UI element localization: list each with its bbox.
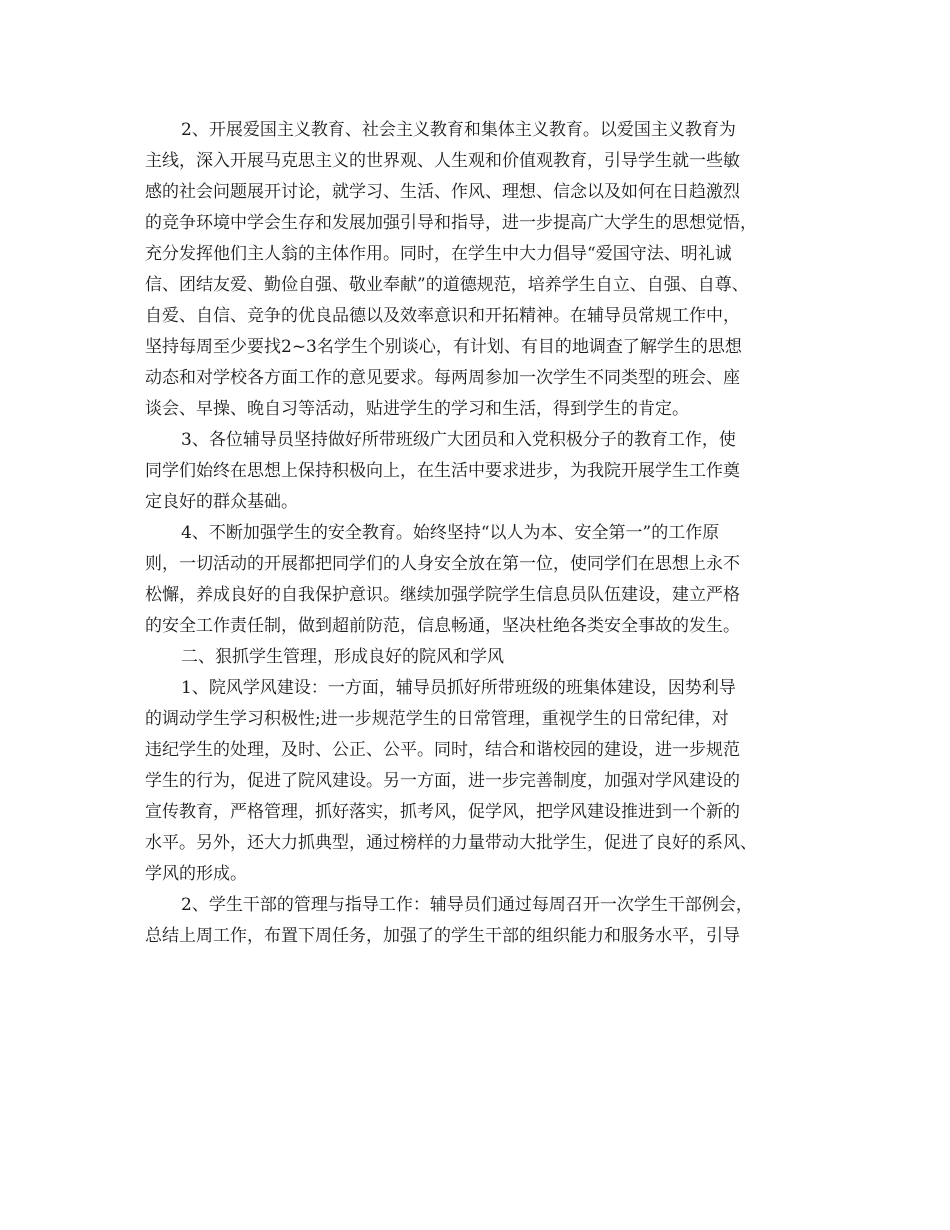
- paragraph-line: 动态和对学校各方面工作的意见要求。每两周参加一次学生不同类型的班会、座: [145, 368, 740, 388]
- paragraph-line: 宣传教育，严格管理，抓好落实，抓考风，促学风，把学风建设推进到一个新的: [145, 802, 740, 822]
- paragraph-line: 2、学生干部的管理与指导工作：辅导员们通过每周召开一次学生干部例会，: [181, 895, 753, 915]
- paragraph-line: 信、团结友爱、勤俭自强、敬业奉献”的道德规范，培养学生自立、自强、自尊、: [145, 275, 749, 295]
- paragraph-line: 学风的形成。: [145, 864, 247, 884]
- paragraph-line: 谈会、早操、晚自习等活动，贴进学生的学习和生活，得到学生的肯定。: [145, 399, 689, 419]
- paragraph-line: 坚持每周至少要找2~3名学生个别谈心，有计划、有目的地调查了解学生的思想: [145, 337, 742, 357]
- paragraph-line: 3、各位辅导员坚持做好所带班级广大团员和入党积极分子的教育工作，使: [181, 430, 736, 450]
- paragraph-line: 水平。另外，还大力抓典型，通过榜样的力量带动大批学生，促进了良好的系风、: [145, 833, 757, 853]
- paragraph-line: 定良好的群众基础。: [145, 492, 298, 512]
- paragraph-line: 的调动学生学习积极性;进一步规范学生的日常管理，重视学生的日常纪律，对: [145, 709, 729, 729]
- paragraph-line: 1、院风学风建设：一方面，辅导员抓好所带班级的班集体建设，因势利导: [181, 678, 736, 698]
- paragraph-line: 感的社会问题展开讨论，就学习、生活、作风、理想、信念以及如何在日趋激烈: [145, 182, 740, 202]
- paragraph-line: 2、开展爱国主义教育、社会主义教育和集体主义教育。以爱国主义教育为: [181, 120, 736, 140]
- section-heading: 二、狠抓学生管理，形成良好的院风和学风: [181, 647, 504, 667]
- paragraph-line: 自爱、自信、竞争的优良品德以及效率意识和开拓精神。在辅导员常规工作中，: [145, 306, 740, 326]
- paragraph-line: 总结上周工作，布置下周任务，加强了的学生干部的组织能力和服务水平，引导: [145, 926, 740, 946]
- paragraph-line: 的安全工作责任制，做到超前防范，信息畅通，坚决杜绝各类安全事故的发生。: [145, 616, 740, 636]
- paragraph-line: 学生的行为，促进了院风建设。另一方面，进一步完善制度，加强对学风建设的: [145, 771, 740, 791]
- document-body: [145, 115, 810, 952]
- paragraph-line: 的竞争环境中学会生存和发展加强引导和指导，进一步提高广大学生的思想觉悟，: [145, 213, 757, 233]
- paragraph-line: 违纪学生的处理，及时、公正、公平。同时，结合和谐校园的建设，进一步规范: [145, 740, 740, 760]
- paragraph-line: 松懈，养成良好的自我保护意识。继续加强学院学生信息员队伍建设，建立严格: [145, 585, 740, 605]
- paragraph-line: 则，一切活动的开展都把同学们的人身安全放在第一位，使同学们在思想上永不: [145, 554, 740, 574]
- paragraph-line: 充分发挥他们主人翁的主体作用。同时，在学生中大力倡导“爱国守法、明礼诚: [145, 244, 732, 264]
- paragraph-line: 主线，深入开展马克思主义的世界观、人生观和价值观教育，引导学生就一些敏: [145, 151, 740, 171]
- paragraph-line: 4、不断加强学生的安全教育。始终坚持“以人为本、安全第一”的工作原: [181, 523, 720, 543]
- paragraph-line: 同学们始终在思想上保持积极向上，在生活中要求进步，为我院开展学生工作奠: [145, 461, 740, 481]
